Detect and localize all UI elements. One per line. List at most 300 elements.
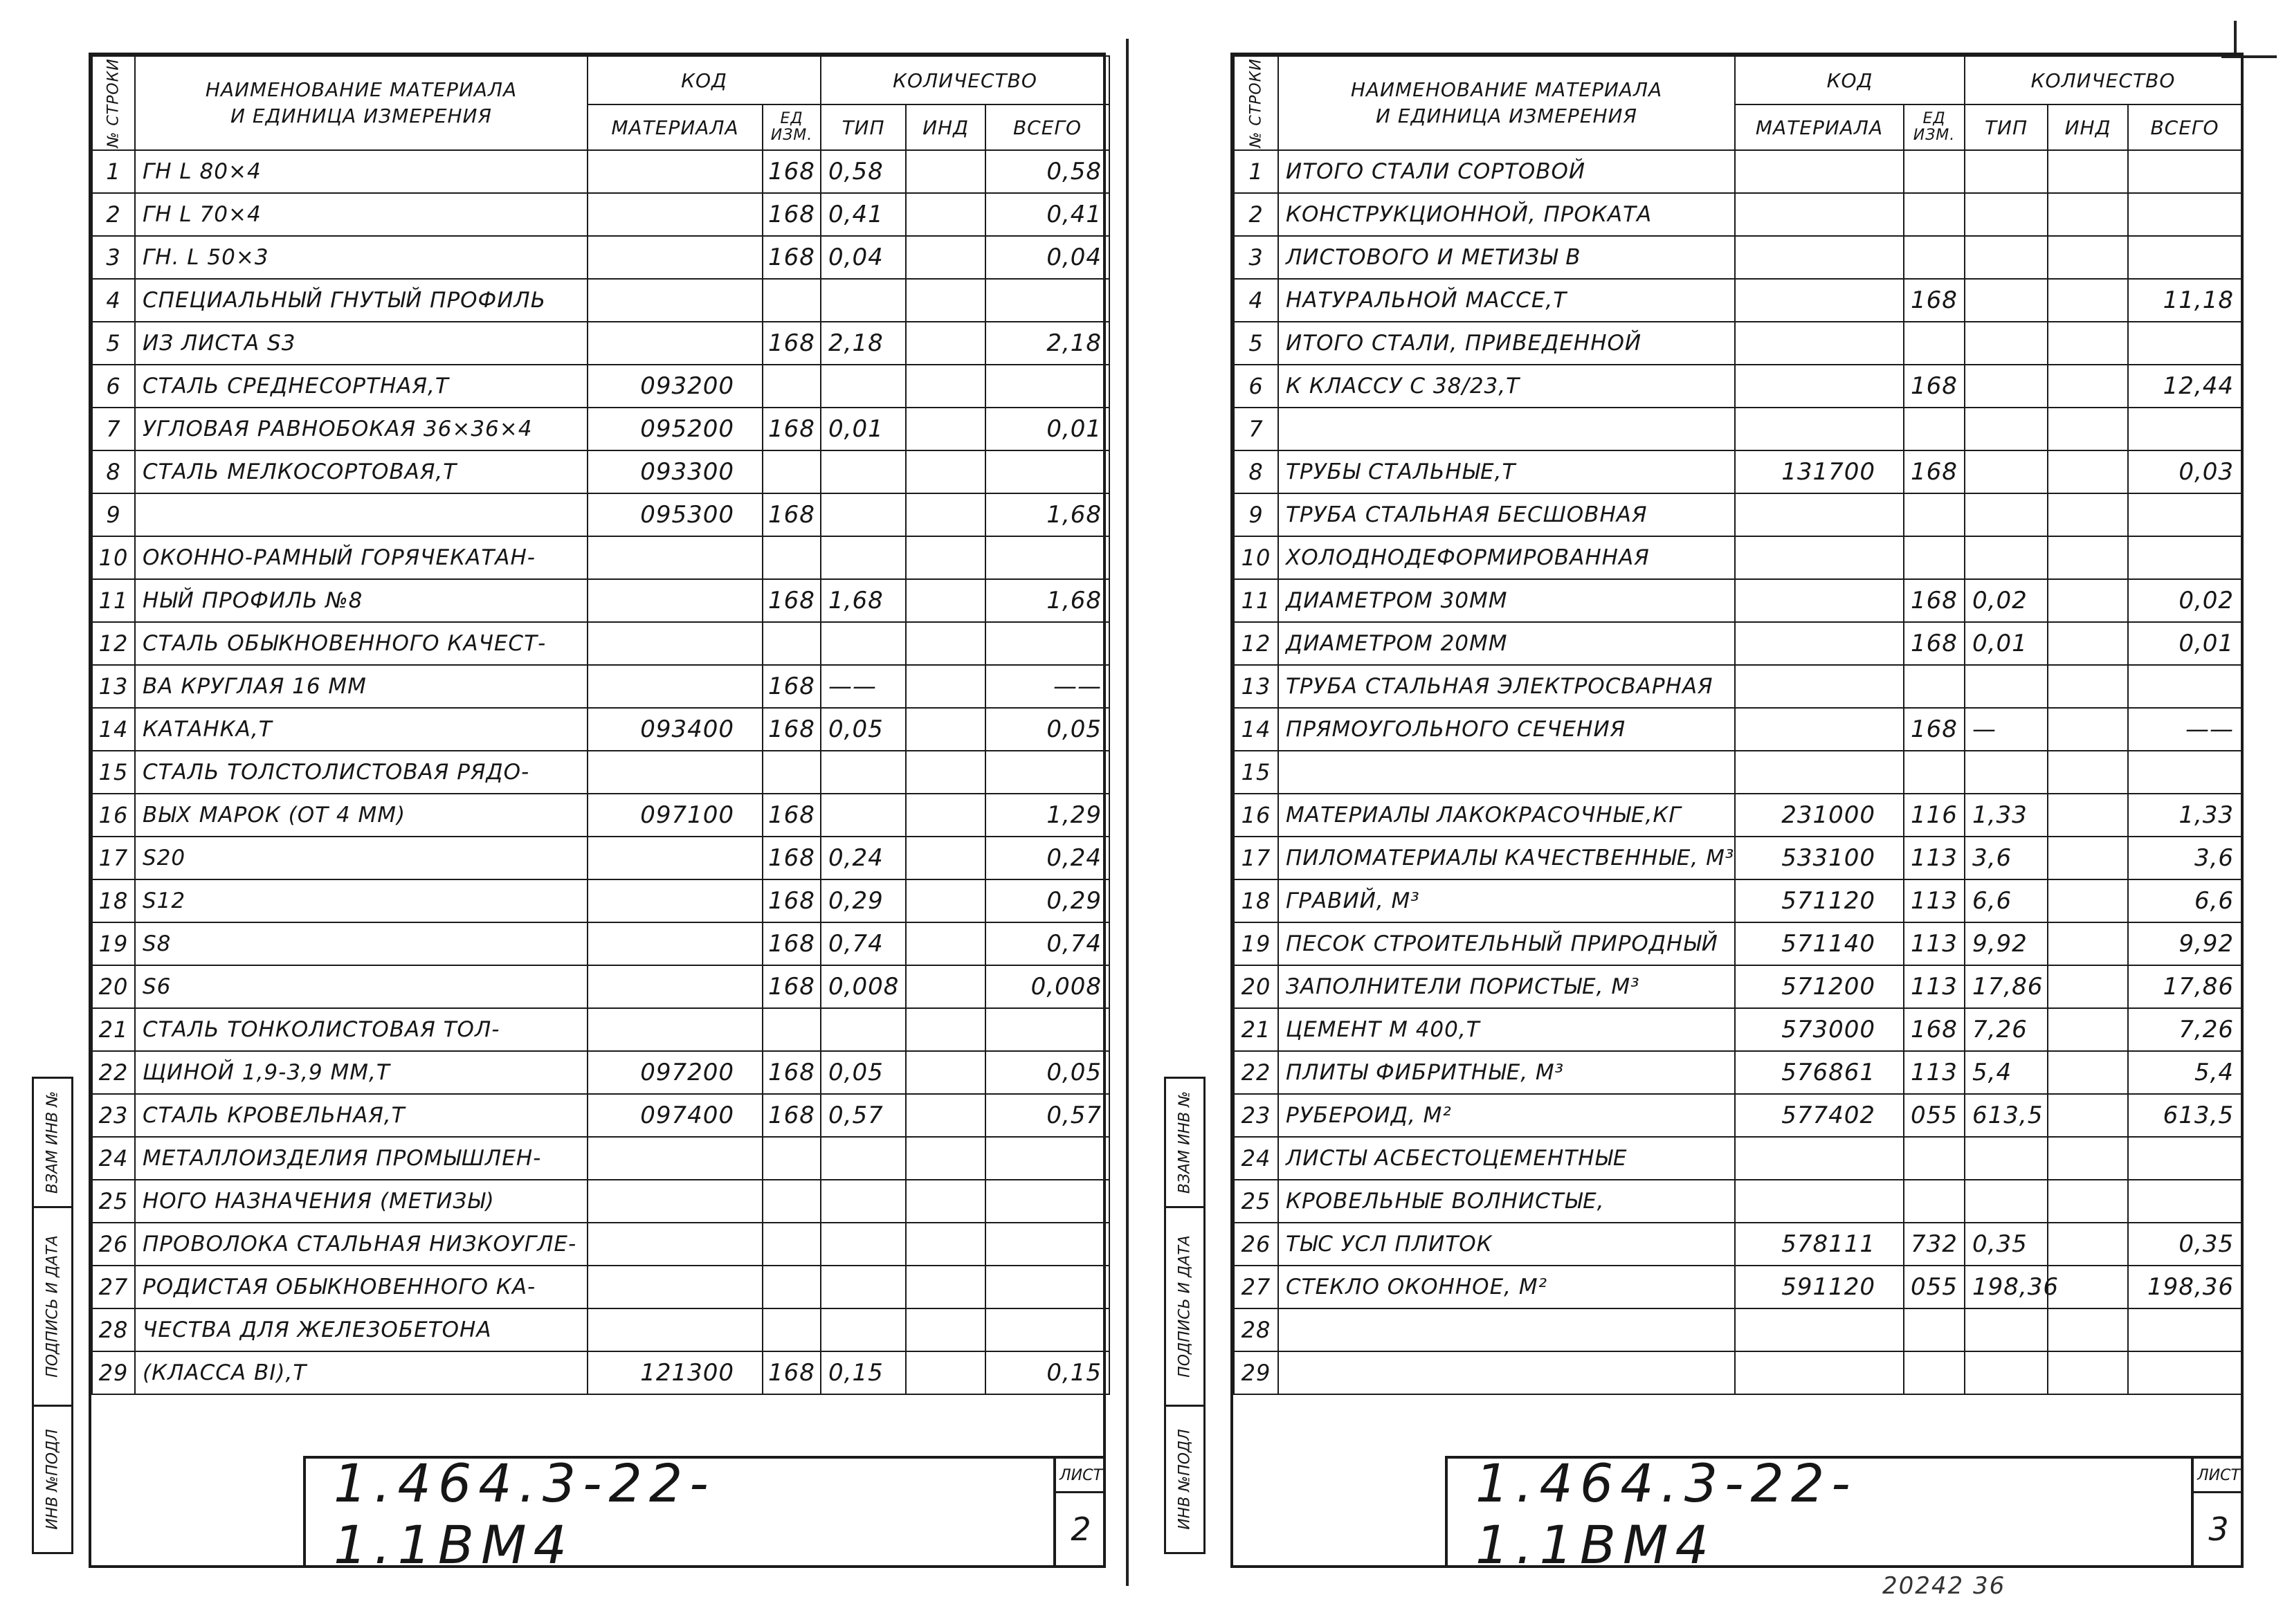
qty-typ: —— bbox=[821, 665, 906, 708]
strip-sign-date: ПОДПИСЬ И ДАТА bbox=[32, 1206, 73, 1407]
row-number: 24 bbox=[92, 1137, 135, 1180]
qty-total bbox=[2128, 1351, 2241, 1394]
qty-typ bbox=[1965, 536, 2048, 579]
material-code bbox=[1735, 1137, 1904, 1180]
qty-ind bbox=[2048, 837, 2128, 879]
table-row bbox=[92, 879, 1109, 922]
table-body-right bbox=[1234, 150, 2241, 1394]
material-code: 571140 bbox=[1735, 922, 1904, 965]
material-name: ИЗ ЛИСТА S3 bbox=[135, 322, 588, 365]
unit-code: 732 bbox=[1904, 1223, 1965, 1266]
qty-total bbox=[2128, 150, 2241, 193]
unit-code: 113 bbox=[1904, 922, 1965, 965]
qty-typ bbox=[1965, 279, 2048, 322]
row-number: 24 bbox=[1234, 1137, 1278, 1180]
material-name: S20 bbox=[135, 837, 588, 879]
row-number: 22 bbox=[92, 1051, 135, 1094]
material-name: КАТАНКА,Т bbox=[135, 708, 588, 751]
row-number: 22 bbox=[1234, 1051, 1278, 1094]
qty-ind bbox=[2048, 322, 2128, 365]
header-code-material: МАТЕРИАЛА bbox=[588, 104, 763, 150]
unit-code bbox=[1904, 665, 1965, 708]
qty-ind bbox=[906, 1137, 985, 1180]
material-code bbox=[1735, 1308, 1904, 1351]
unit-code: 113 bbox=[1904, 965, 1965, 1008]
qty-typ bbox=[1965, 1351, 2048, 1394]
header-code-unit: ЕД ИЗМ. bbox=[763, 104, 821, 150]
material-code: 571200 bbox=[1735, 965, 1904, 1008]
qty-total bbox=[985, 1137, 1109, 1180]
material-name: ЦЕМЕНТ М 400,Т bbox=[1278, 1008, 1735, 1051]
table-row bbox=[92, 493, 1109, 536]
qty-ind bbox=[2048, 794, 2128, 837]
sheet-right bbox=[1230, 53, 2244, 1576]
table-row bbox=[92, 1137, 1109, 1180]
material-code bbox=[588, 1308, 763, 1351]
table-row bbox=[1234, 708, 2241, 751]
material-code: 576861 bbox=[1735, 1051, 1904, 1094]
row-number: 18 bbox=[1234, 879, 1278, 922]
table-row bbox=[92, 365, 1109, 408]
unit-code: 168 bbox=[763, 322, 821, 365]
unit-code: 168 bbox=[763, 1351, 821, 1394]
qty-total: 1,33 bbox=[2128, 794, 2241, 837]
qty-ind bbox=[2048, 751, 2128, 794]
fold-line bbox=[1126, 39, 1129, 1586]
material-code bbox=[1735, 1180, 1904, 1223]
qty-ind bbox=[906, 708, 985, 751]
table-row bbox=[1234, 193, 2241, 236]
qty-total: 7,26 bbox=[2128, 1008, 2241, 1051]
material-code bbox=[588, 665, 763, 708]
qty-total bbox=[985, 365, 1109, 408]
material-name: ПЛИТЫ ФИБРИТНЫЕ, М³ bbox=[1278, 1051, 1735, 1094]
qty-total bbox=[985, 279, 1109, 322]
table-row bbox=[92, 922, 1109, 965]
material-name: КРОВЕЛЬНЫЕ ВОЛНИСТЫЕ, bbox=[1278, 1180, 1735, 1223]
qty-ind bbox=[906, 150, 985, 193]
material-name: ГРАВИЙ, М³ bbox=[1278, 879, 1735, 922]
row-number: 12 bbox=[1234, 622, 1278, 665]
qty-ind bbox=[906, 1094, 985, 1137]
material-name: НЫЙ ПРОФИЛЬ №8 bbox=[135, 579, 588, 622]
table-row bbox=[92, 322, 1109, 365]
qty-total bbox=[985, 1266, 1109, 1308]
table-body-left bbox=[92, 150, 1109, 1394]
table-row bbox=[92, 622, 1109, 665]
table-row bbox=[92, 536, 1109, 579]
material-code: 095200 bbox=[588, 408, 763, 450]
unit-code bbox=[763, 1308, 821, 1351]
material-name: ХОЛОДНОДЕФОРМИРОВАННАЯ bbox=[1278, 536, 1735, 579]
table-row bbox=[1234, 879, 2241, 922]
qty-typ bbox=[1965, 1308, 2048, 1351]
unit-code bbox=[1904, 1137, 1965, 1180]
table-row bbox=[1234, 1266, 2241, 1308]
material-name: ТРУБА СТАЛЬНАЯ ЭЛЕКТРОСВАРНАЯ bbox=[1278, 665, 1735, 708]
material-name: S6 bbox=[135, 965, 588, 1008]
document-code: 1.464.3-22-1.1ВМ4 bbox=[1475, 1452, 1857, 1576]
strip-inv-orig: ИНВ №ПОДЛ bbox=[1164, 1405, 1206, 1554]
unit-code bbox=[763, 1223, 821, 1266]
strip-inv-orig: ИНВ №ПОДЛ bbox=[32, 1405, 73, 1554]
table-row bbox=[92, 1266, 1109, 1308]
header-name: НАИМЕНОВАНИЕ МАТЕРИАЛА И ЕДИНИЦА ИЗМЕРЕНИЯ bbox=[1278, 56, 1735, 150]
row-number: 10 bbox=[92, 536, 135, 579]
table-row bbox=[1234, 493, 2241, 536]
qty-typ bbox=[1965, 1137, 2048, 1180]
qty-typ: — bbox=[1965, 708, 2048, 751]
unit-code: 168 bbox=[1904, 708, 1965, 751]
qty-total bbox=[985, 622, 1109, 665]
row-number: 29 bbox=[1234, 1351, 1278, 1394]
header-row-no: № СТРОКИ bbox=[1234, 56, 1278, 150]
material-name: НАТУРАЛЬНОЙ МАССЕ,Т bbox=[1278, 279, 1735, 322]
title-block-left bbox=[303, 1452, 1106, 1576]
row-number: 2 bbox=[92, 193, 135, 236]
material-code bbox=[588, 1266, 763, 1308]
material-code: 231000 bbox=[1735, 794, 1904, 837]
row-number: 19 bbox=[1234, 922, 1278, 965]
row-number: 9 bbox=[92, 493, 135, 536]
material-code bbox=[1735, 622, 1904, 665]
row-number: 4 bbox=[1234, 279, 1278, 322]
qty-ind bbox=[2048, 365, 2128, 408]
materials-table-left bbox=[91, 55, 1110, 1395]
table-row bbox=[1234, 1008, 2241, 1051]
qty-ind bbox=[906, 837, 985, 879]
unit-code bbox=[763, 365, 821, 408]
row-number: 3 bbox=[92, 236, 135, 279]
table-row bbox=[1234, 922, 2241, 965]
table-row bbox=[92, 579, 1109, 622]
qty-typ: 1,68 bbox=[821, 579, 906, 622]
unit-code: 168 bbox=[1904, 450, 1965, 493]
qty-ind bbox=[2048, 708, 2128, 751]
table-row bbox=[1234, 322, 2241, 365]
material-name: ИТОГО СТАЛИ, ПРИВЕДЕННОЙ bbox=[1278, 322, 1735, 365]
document-code: 1.464.3-22-1.1ВМ4 bbox=[334, 1452, 716, 1576]
qty-typ bbox=[1965, 665, 2048, 708]
header-code: КОД bbox=[588, 56, 821, 104]
material-name: ВЫХ МАРОК (ОТ 4 ММ) bbox=[135, 794, 588, 837]
qty-total bbox=[2128, 236, 2241, 279]
row-number: 4 bbox=[92, 279, 135, 322]
material-code bbox=[588, 751, 763, 794]
qty-typ: 5,4 bbox=[1965, 1051, 2048, 1094]
material-code bbox=[588, 879, 763, 922]
qty-typ: 17,86 bbox=[1965, 965, 2048, 1008]
qty-ind bbox=[906, 1351, 985, 1394]
material-code bbox=[1735, 665, 1904, 708]
material-name: (КЛАССА ВI),Т bbox=[135, 1351, 588, 1394]
qty-total: 6,6 bbox=[2128, 879, 2241, 922]
qty-typ bbox=[1965, 236, 2048, 279]
qty-total: 0,05 bbox=[985, 1051, 1109, 1094]
strip-swap-inv: ВЗАМ ИНВ № bbox=[32, 1077, 73, 1208]
material-name: НОГО НАЗНАЧЕНИЯ (МЕТИЗЫ) bbox=[135, 1180, 588, 1223]
qty-total: 1,68 bbox=[985, 493, 1109, 536]
unit-code: 168 bbox=[763, 965, 821, 1008]
qty-typ: 0,02 bbox=[1965, 579, 2048, 622]
material-code bbox=[588, 579, 763, 622]
unit-code bbox=[763, 1180, 821, 1223]
table-row bbox=[1234, 536, 2241, 579]
qty-total: —— bbox=[985, 665, 1109, 708]
row-number: 20 bbox=[1234, 965, 1278, 1008]
material-code bbox=[1735, 408, 1904, 450]
table-row bbox=[1234, 837, 2241, 879]
unit-code: 055 bbox=[1904, 1266, 1965, 1308]
qty-ind bbox=[2048, 536, 2128, 579]
material-code bbox=[1735, 322, 1904, 365]
qty-total: 0,57 bbox=[985, 1094, 1109, 1137]
qty-total: 0,35 bbox=[2128, 1223, 2241, 1266]
header-qty: КОЛИЧЕСТВО bbox=[1965, 56, 2241, 104]
qty-typ: 2,18 bbox=[821, 322, 906, 365]
sheet-number: 2 bbox=[1071, 1511, 1091, 1548]
qty-typ: 7,26 bbox=[1965, 1008, 2048, 1051]
qty-typ: 198,36 bbox=[1965, 1266, 2048, 1308]
row-number: 28 bbox=[1234, 1308, 1278, 1351]
material-name: СТАЛЬ ТОНКОЛИСТОВАЯ ТОЛ- bbox=[135, 1008, 588, 1051]
qty-ind bbox=[2048, 1051, 2128, 1094]
material-code: 591120 bbox=[1735, 1266, 1904, 1308]
qty-ind bbox=[906, 751, 985, 794]
qty-typ bbox=[821, 536, 906, 579]
qty-total: 0,01 bbox=[2128, 622, 2241, 665]
row-number: 10 bbox=[1234, 536, 1278, 579]
qty-total: 12,44 bbox=[2128, 365, 2241, 408]
sheet-number-box bbox=[2191, 1459, 2244, 1568]
table-row bbox=[92, 1094, 1109, 1137]
qty-typ: 0,15 bbox=[821, 1351, 906, 1394]
unit-code bbox=[1904, 150, 1965, 193]
material-code: 097100 bbox=[588, 794, 763, 837]
header-qty-typ: ТИП bbox=[821, 104, 906, 150]
qty-total bbox=[2128, 408, 2241, 450]
row-number: 15 bbox=[1234, 751, 1278, 794]
material-code bbox=[588, 1137, 763, 1180]
row-number: 1 bbox=[1234, 150, 1278, 193]
qty-typ: 9,92 bbox=[1965, 922, 2048, 965]
table-row bbox=[92, 408, 1109, 450]
qty-ind bbox=[906, 408, 985, 450]
material-name: ПИЛОМАТЕРИАЛЫ КАЧЕСТВЕННЫЕ, М³ bbox=[1278, 837, 1735, 879]
table-row bbox=[92, 794, 1109, 837]
qty-total: 2,18 bbox=[985, 322, 1109, 365]
material-code bbox=[588, 1008, 763, 1051]
header-qty-total: ВСЕГО bbox=[985, 104, 1109, 150]
qty-ind bbox=[906, 450, 985, 493]
row-number: 5 bbox=[1234, 322, 1278, 365]
table-row bbox=[92, 1180, 1109, 1223]
material-code bbox=[588, 965, 763, 1008]
material-name: ОКОННО-РАМНЫЙ ГОРЯЧЕКАТАН- bbox=[135, 536, 588, 579]
material-name: ГН L 80×4 bbox=[135, 150, 588, 193]
header-qty-ind: ИНД bbox=[2048, 104, 2128, 150]
material-code bbox=[1735, 236, 1904, 279]
table-row bbox=[92, 236, 1109, 279]
material-code bbox=[1735, 751, 1904, 794]
qty-typ: 0,01 bbox=[1965, 622, 2048, 665]
material-code bbox=[588, 150, 763, 193]
qty-ind bbox=[2048, 922, 2128, 965]
qty-ind bbox=[2048, 150, 2128, 193]
qty-ind bbox=[2048, 236, 2128, 279]
material-name: КОНСТРУКЦИОННОЙ, ПРОКАТА bbox=[1278, 193, 1735, 236]
header-qty-typ: ТИП bbox=[1965, 104, 2048, 150]
unit-code bbox=[763, 1137, 821, 1180]
qty-ind bbox=[2048, 622, 2128, 665]
qty-typ bbox=[1965, 450, 2048, 493]
material-code bbox=[1735, 579, 1904, 622]
qty-total bbox=[2128, 665, 2241, 708]
qty-ind bbox=[906, 193, 985, 236]
qty-ind bbox=[2048, 193, 2128, 236]
row-number: 23 bbox=[92, 1094, 135, 1137]
row-number: 29 bbox=[92, 1351, 135, 1394]
material-name: ДИАМЕТРОМ 30ММ bbox=[1278, 579, 1735, 622]
qty-typ bbox=[821, 1137, 906, 1180]
qty-total: 0,01 bbox=[985, 408, 1109, 450]
material-code bbox=[1735, 708, 1904, 751]
qty-typ bbox=[821, 1008, 906, 1051]
qty-ind bbox=[906, 1223, 985, 1266]
material-code bbox=[588, 922, 763, 965]
table-row bbox=[1234, 450, 2241, 493]
row-number: 1 bbox=[92, 150, 135, 193]
qty-typ bbox=[1965, 322, 2048, 365]
material-name bbox=[1278, 1351, 1735, 1394]
qty-typ bbox=[1965, 408, 2048, 450]
unit-code: 168 bbox=[763, 879, 821, 922]
table-row bbox=[92, 1008, 1109, 1051]
unit-code: 168 bbox=[1904, 1008, 1965, 1051]
material-code: 121300 bbox=[588, 1351, 763, 1394]
qty-typ bbox=[821, 1223, 906, 1266]
unit-code bbox=[1904, 236, 1965, 279]
material-code bbox=[588, 279, 763, 322]
unit-code: 168 bbox=[1904, 622, 1965, 665]
material-name: МАТЕРИАЛЫ ЛАКОКРАСОЧНЫЕ,КГ bbox=[1278, 794, 1735, 837]
qty-ind bbox=[2048, 665, 2128, 708]
strip-swap-inv: ВЗАМ ИНВ № bbox=[1164, 1077, 1206, 1208]
material-code bbox=[1735, 150, 1904, 193]
material-name: СТАЛЬ КРОВЕЛЬНАЯ,Т bbox=[135, 1094, 588, 1137]
qty-typ bbox=[1965, 193, 2048, 236]
qty-ind bbox=[2048, 1137, 2128, 1180]
qty-ind bbox=[906, 579, 985, 622]
unit-code bbox=[763, 751, 821, 794]
qty-ind bbox=[2048, 579, 2128, 622]
material-name: ЗАПОЛНИТЕЛИ ПОРИСТЫЕ, М³ bbox=[1278, 965, 1735, 1008]
unit-code: 113 bbox=[1904, 1051, 1965, 1094]
header-qty-total: ВСЕГО bbox=[2128, 104, 2241, 150]
unit-code: 168 bbox=[763, 1051, 821, 1094]
material-name: ГН L 70×4 bbox=[135, 193, 588, 236]
qty-ind bbox=[906, 1051, 985, 1094]
material-name bbox=[135, 493, 588, 536]
qty-ind bbox=[906, 922, 985, 965]
material-code: 577402 bbox=[1735, 1094, 1904, 1137]
qty-ind bbox=[906, 622, 985, 665]
row-number: 13 bbox=[92, 665, 135, 708]
header-code: КОД bbox=[1735, 56, 1965, 104]
qty-total bbox=[985, 1008, 1109, 1051]
material-name: ЛИСТОВОГО И МЕТИЗЫ В bbox=[1278, 236, 1735, 279]
table-row bbox=[92, 450, 1109, 493]
material-name bbox=[1278, 1308, 1735, 1351]
qty-typ: 0,24 bbox=[821, 837, 906, 879]
qty-typ bbox=[821, 794, 906, 837]
strip-sign-date: ПОДПИСЬ И ДАТА bbox=[1164, 1206, 1206, 1407]
qty-total: 0,24 bbox=[985, 837, 1109, 879]
qty-ind bbox=[2048, 279, 2128, 322]
material-code bbox=[1735, 279, 1904, 322]
qty-typ: 0,008 bbox=[821, 965, 906, 1008]
approval-strip-left bbox=[32, 1077, 73, 1554]
unit-code bbox=[763, 1008, 821, 1051]
material-name: ЩИНОЙ 1,9-3,9 ММ,Т bbox=[135, 1051, 588, 1094]
qty-typ bbox=[1965, 150, 2048, 193]
row-number: 17 bbox=[1234, 837, 1278, 879]
table-row bbox=[1234, 579, 2241, 622]
header-row-no: № СТРОКИ bbox=[92, 56, 135, 150]
qty-typ bbox=[1965, 493, 2048, 536]
unit-code: 113 bbox=[1904, 837, 1965, 879]
table-row bbox=[92, 965, 1109, 1008]
header-qty-ind: ИНД bbox=[906, 104, 985, 150]
qty-ind bbox=[2048, 1180, 2128, 1223]
table-row bbox=[1234, 1351, 2241, 1394]
unit-code: 116 bbox=[1904, 794, 1965, 837]
qty-typ: 613,5 bbox=[1965, 1094, 2048, 1137]
material-code: 093200 bbox=[588, 365, 763, 408]
qty-total: 1,68 bbox=[985, 579, 1109, 622]
qty-total: 0,03 bbox=[2128, 450, 2241, 493]
table-row bbox=[1234, 751, 2241, 794]
qty-ind bbox=[906, 665, 985, 708]
table-row bbox=[1234, 236, 2241, 279]
unit-code bbox=[763, 450, 821, 493]
qty-typ: 0,35 bbox=[1965, 1223, 2048, 1266]
row-number: 11 bbox=[1234, 579, 1278, 622]
qty-typ bbox=[821, 1308, 906, 1351]
material-code: 093300 bbox=[588, 450, 763, 493]
qty-ind bbox=[2048, 450, 2128, 493]
material-code bbox=[588, 1180, 763, 1223]
qty-ind bbox=[906, 965, 985, 1008]
row-number: 28 bbox=[92, 1308, 135, 1351]
material-code: 573000 bbox=[1735, 1008, 1904, 1051]
sheet-number-box bbox=[1053, 1459, 1106, 1568]
unit-code: 168 bbox=[763, 922, 821, 965]
table-row bbox=[1234, 408, 2241, 450]
qty-total: 0,02 bbox=[2128, 579, 2241, 622]
qty-total: —— bbox=[2128, 708, 2241, 751]
qty-ind bbox=[906, 879, 985, 922]
row-number: 6 bbox=[1234, 365, 1278, 408]
header-code-material: МАТЕРИАЛА bbox=[1735, 104, 1904, 150]
qty-typ: 0,58 bbox=[821, 150, 906, 193]
row-number: 25 bbox=[1234, 1180, 1278, 1223]
qty-typ: 1,33 bbox=[1965, 794, 2048, 837]
row-number: 7 bbox=[1234, 408, 1278, 450]
qty-typ bbox=[821, 279, 906, 322]
material-code bbox=[1735, 493, 1904, 536]
qty-total bbox=[2128, 493, 2241, 536]
